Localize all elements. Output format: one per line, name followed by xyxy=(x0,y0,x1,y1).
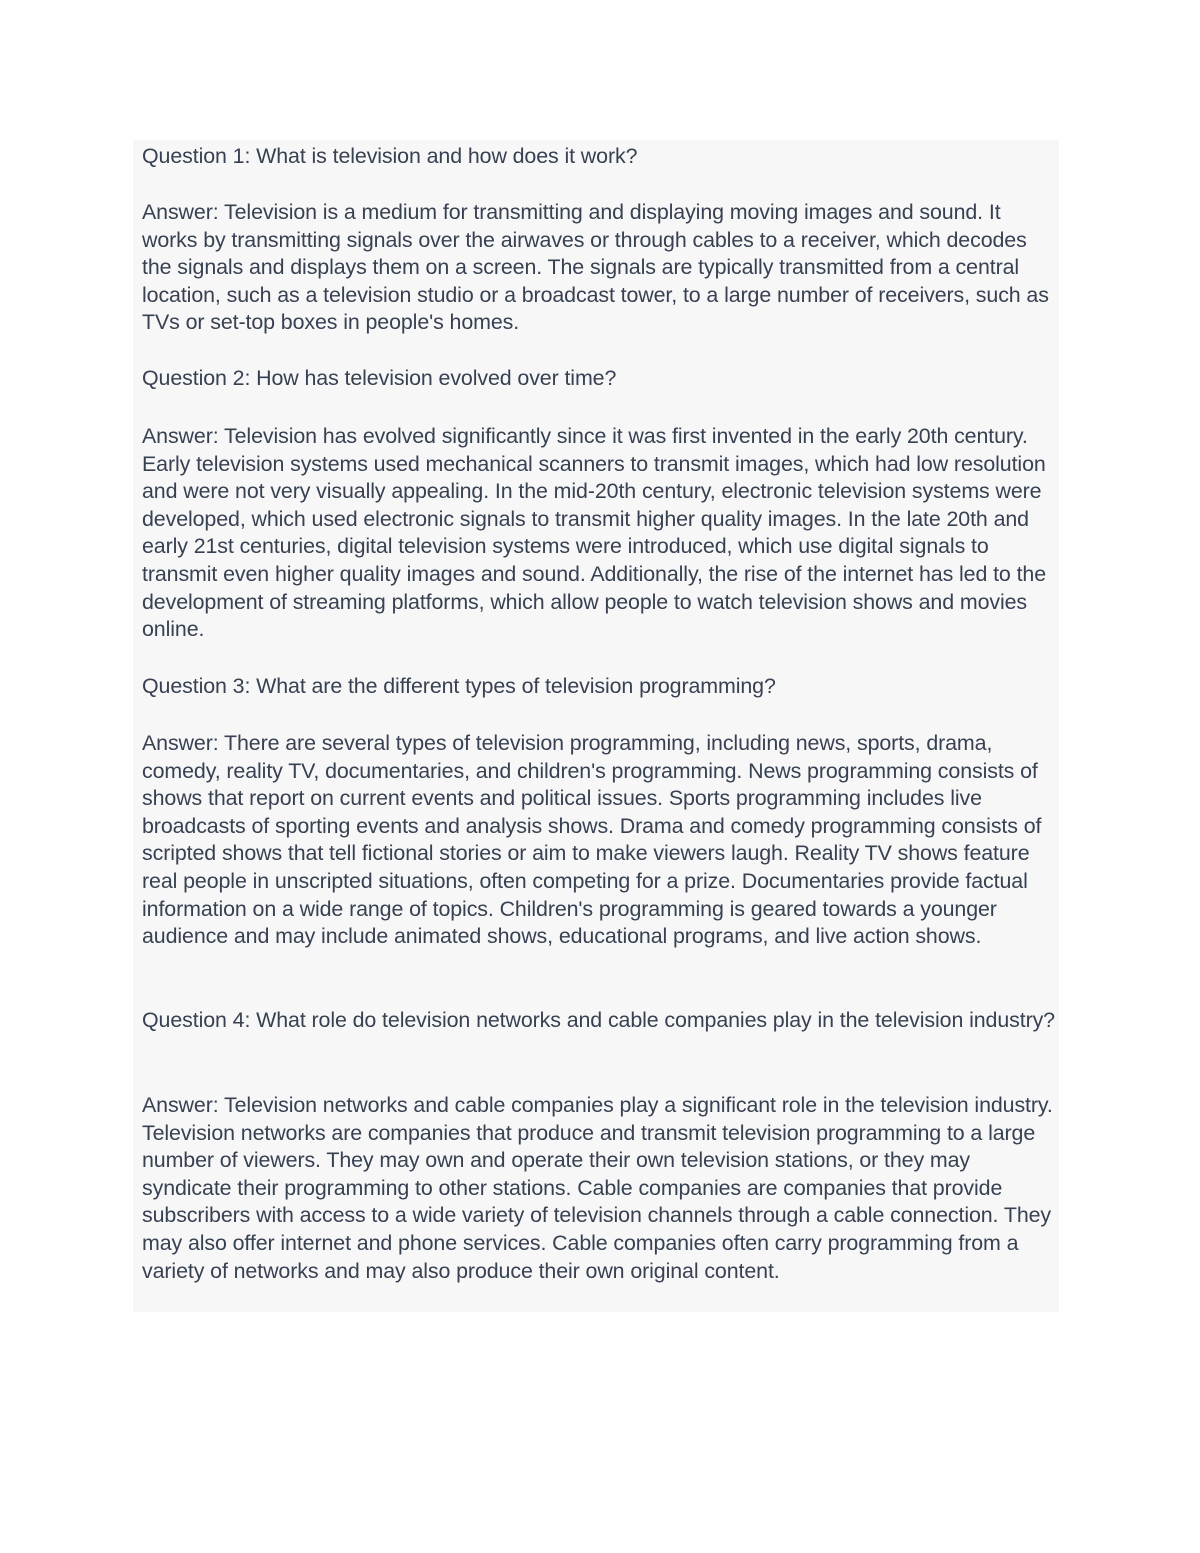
question-4: Question 4: What role do television networks and cable companies play in the television industry? xyxy=(142,1008,1055,1032)
answer-3: Answer: There are several types of television programming, including news, sports, drama, comedy, reality TV, documentaries, and children's programming. News programming consists of shows that report on current events and political issues. Sports programming includes live broadcasts of sporting events and analysis shows. Drama and comedy programming consists of scripted shows that tell fictional stories or aim to make viewers laugh. Reality TV shows feature real people in unscripted situations, often competing for a prize. Documentaries provide factual information on a wide range of topics. Children's programming is geared towards a younger audience and may include animated shows, educational programs, and live action shows. xyxy=(142,731,1042,949)
question-2: Question 2: How has television evolved over time? xyxy=(142,366,617,390)
qa-content-block xyxy=(133,140,1059,1312)
answer-2: Answer: Television has evolved significantly since it was first invented in the early 20th century. Early television systems used mechanical scanners to transmit images, which had low resolution and were not very visually appealing. In the mid-20th century, electronic television systems were developed, which used electronic signals to transmit higher quality images. In the late 20th and early 21st centuries, digital television systems were introduced, which use digital signals to transmit even higher quality images and sound. Additionally, the rise of the internet has led to the development of streaming platforms, which allow people to watch television shows and movies online. xyxy=(142,424,1047,642)
question-1: Question 1: What is television and how does it work? xyxy=(142,144,638,168)
answer-1: Answer: Television is a medium for transmitting and displaying moving images and sound. It works by transmitting signals over the airwaves or through cables to a receiver, which decodes the signals and displays them on a screen. The signals are typically transmitted from a central location, such as a television studio or a broadcast tower, to a large number of receivers, such as TVs or set-top boxes in people's homes. xyxy=(142,200,1049,335)
question-3: Question 3: What are the different types of television programming? xyxy=(142,674,776,698)
answer-4: Answer: Television networks and cable companies play a significant role in the television industry. Television networks are companies that produce and transmit television programming to a large number of viewers. They may own and operate their own television stations, or they may syndicate their programming to other stations. Cable companies are companies that provide subscribers with access to a wide variety of television channels through a cable connection. They may also offer internet and phone services. Cable companies often carry programming from a variety of networks and may also produce their own original content. xyxy=(142,1093,1053,1283)
